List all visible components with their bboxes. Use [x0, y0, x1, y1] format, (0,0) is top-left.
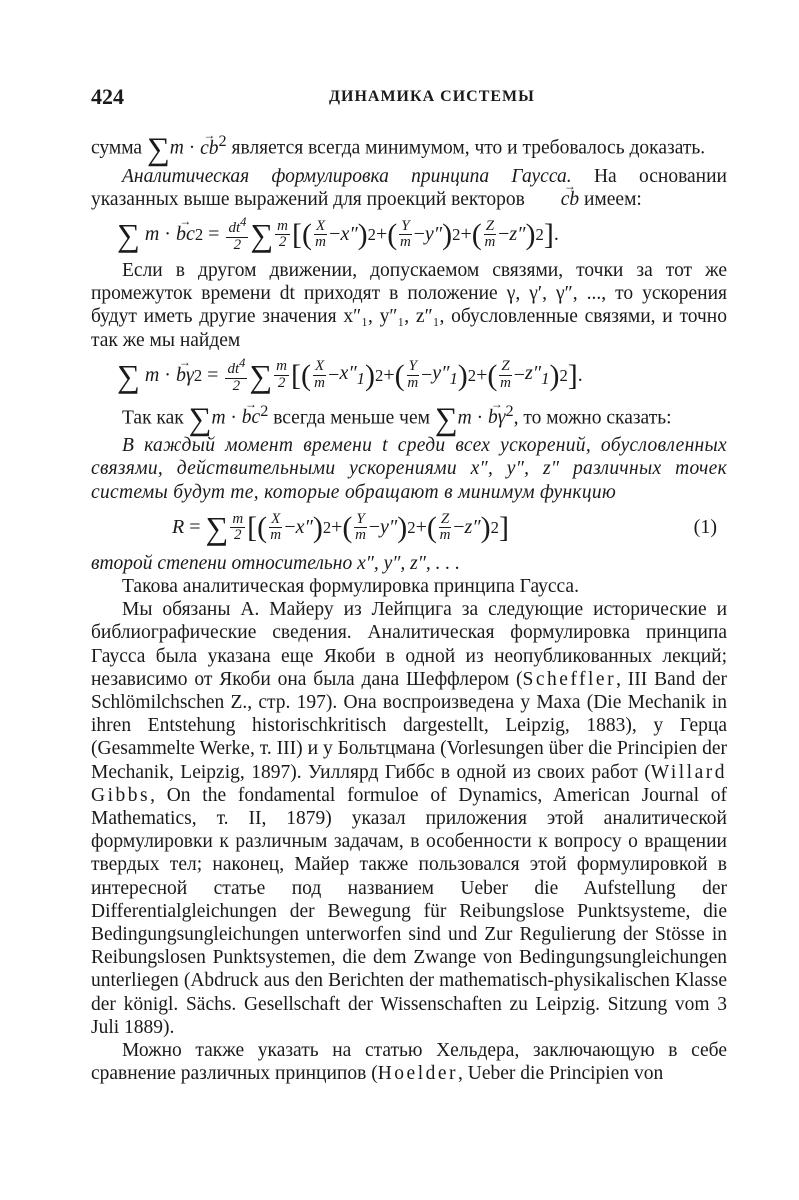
- equation-gauss-1: ∑ m · → bc 2 = $\frac{dt^4}{2}$ ∑ $\frac{m}{2}$ [( $\frac{X}{m}$ − x″ ) 2 + ( $\frac{Y}{m}$ − y″ ) 2 + ( $\frac{Z}{m}$ − z″ ) 2 ] .: [117, 211, 727, 259]
- page-body: [91, 130, 727, 1086]
- paragraph-9: Можно также указать на статью Хельдера, заключающую в себе сравнение различных принципов (Hoelder, Ueber die Principien von: [91, 1040, 727, 1085]
- paragraph-6: второй степени относительно x″, y″, z″, . . .: [91, 552, 460, 574]
- running-head: ДИНАМИКА СИСТЕМЫ: [329, 88, 535, 105]
- paragraph-2: Аналитическая формулировка принципа Гаусса. На основании указанных выше выражений для проекций векторов → cb имеем:: [91, 165, 727, 211]
- paragraph-3: Если в другом движении, допускаемом связями, точки за тот же промежуток времени dt приходят в положение γ, γ′, γ″, ..., то ускорения будут иметь другие значения x″₁, y″₁, z″₁, обусловленные связями, и точно так же мы найдем: [91, 259, 727, 351]
- equation-gauss-2: ∑ m · → bγ 2 = $\frac{dt^4}{2}$ ∑ $\frac{m}{2}$ [( $\frac{X}{m}$ − $x''_1$ ) 2 + ( $\frac{Y}{m}$ − $y''_1$ ) 2 + ( $\frac{Z}{m}$ − $z''_1$ ) 2 ] .: [117, 352, 727, 400]
- paragraph-5-theorem: В каждый момент времени t среди всех ускорений, обусловленных связями, действительными ускорениями x″, y″, z″ различных точек системы будут те, которые обращают в минимум функцию: [91, 435, 727, 503]
- page-number: 424: [91, 84, 124, 109]
- equation-gauss-function: R = ∑ $\frac{m}{2}$ [( $\frac{X}{m}$ − x″ ) 2 + ( $\frac{Y}{m}$ − y″ ) 2 + ( $\frac{Z}{m}$ − z″ ) 2 ] (1): [117, 504, 727, 552]
- paragraph-1: сумма ∑m · → $cb^2$ является всегда минимумом, что и требовалось доказать.: [91, 130, 727, 165]
- paragraph-7: Такова аналитическая формулировка принципа Гаусса.: [122, 576, 579, 598]
- paragraph-4: Так как ∑m · → $bc^2$ всегда меньше чем ∑m · → $b\gamma^2$, то можно сказать:: [122, 400, 727, 435]
- page-header: [91, 84, 731, 114]
- equation-number: (1): [693, 516, 717, 539]
- paragraph-8: Мы обязаны А. Майеру из Лейпцига за следующие исторические и библиографические сведения. Аналитическая формулировка принципа Гаусса была указана еще Якоби в одной из неопубликованных лекций; независимо от Якоби она была дана Шеффлером (Scheffler, III Band der Schlömilchschen Z., стр. 197). Она воспроизведена у Маха (Die Mechanik in ihren Entstehung historischkritisch dargestellt, Leipzig, 1883), у Герца (Gesammelte Werke, т. III) и у Больтцмана (Vorlesungen über die Principien der Mechanik, Leipzig, 1897). Уиллярд Гиббс в одной из своих работ (Willard Gibbs, On the fondamental formuloe of Dynamics, American Journal of Mathematics, т. II, 1879) указал приложения этой аналитической формулировки к различным задачам, в особенности к вопросу о вращении твердых тел; наконец, Майер также пользовался этой формулировкой в интересной статье под названием Ueber die Aufstellung der Differentialgleichungen der Bewegung für Reibungslose Punktsysteme, die Bedingungsungleichungen unterworfen sind und Zur Regulierung der Stösse in Reibungslosen Punktsystemen, die dem Zwange von Bedingungsungleichungen unterliegen (Abdruck aus den Berichten der mathematisch-physikalischen Klasse der königl. Sächs. Gesellschaft der Wissenschaften zu Leipzig. Sitzung vom 3 Juli 1889).: [91, 599, 727, 1038]
